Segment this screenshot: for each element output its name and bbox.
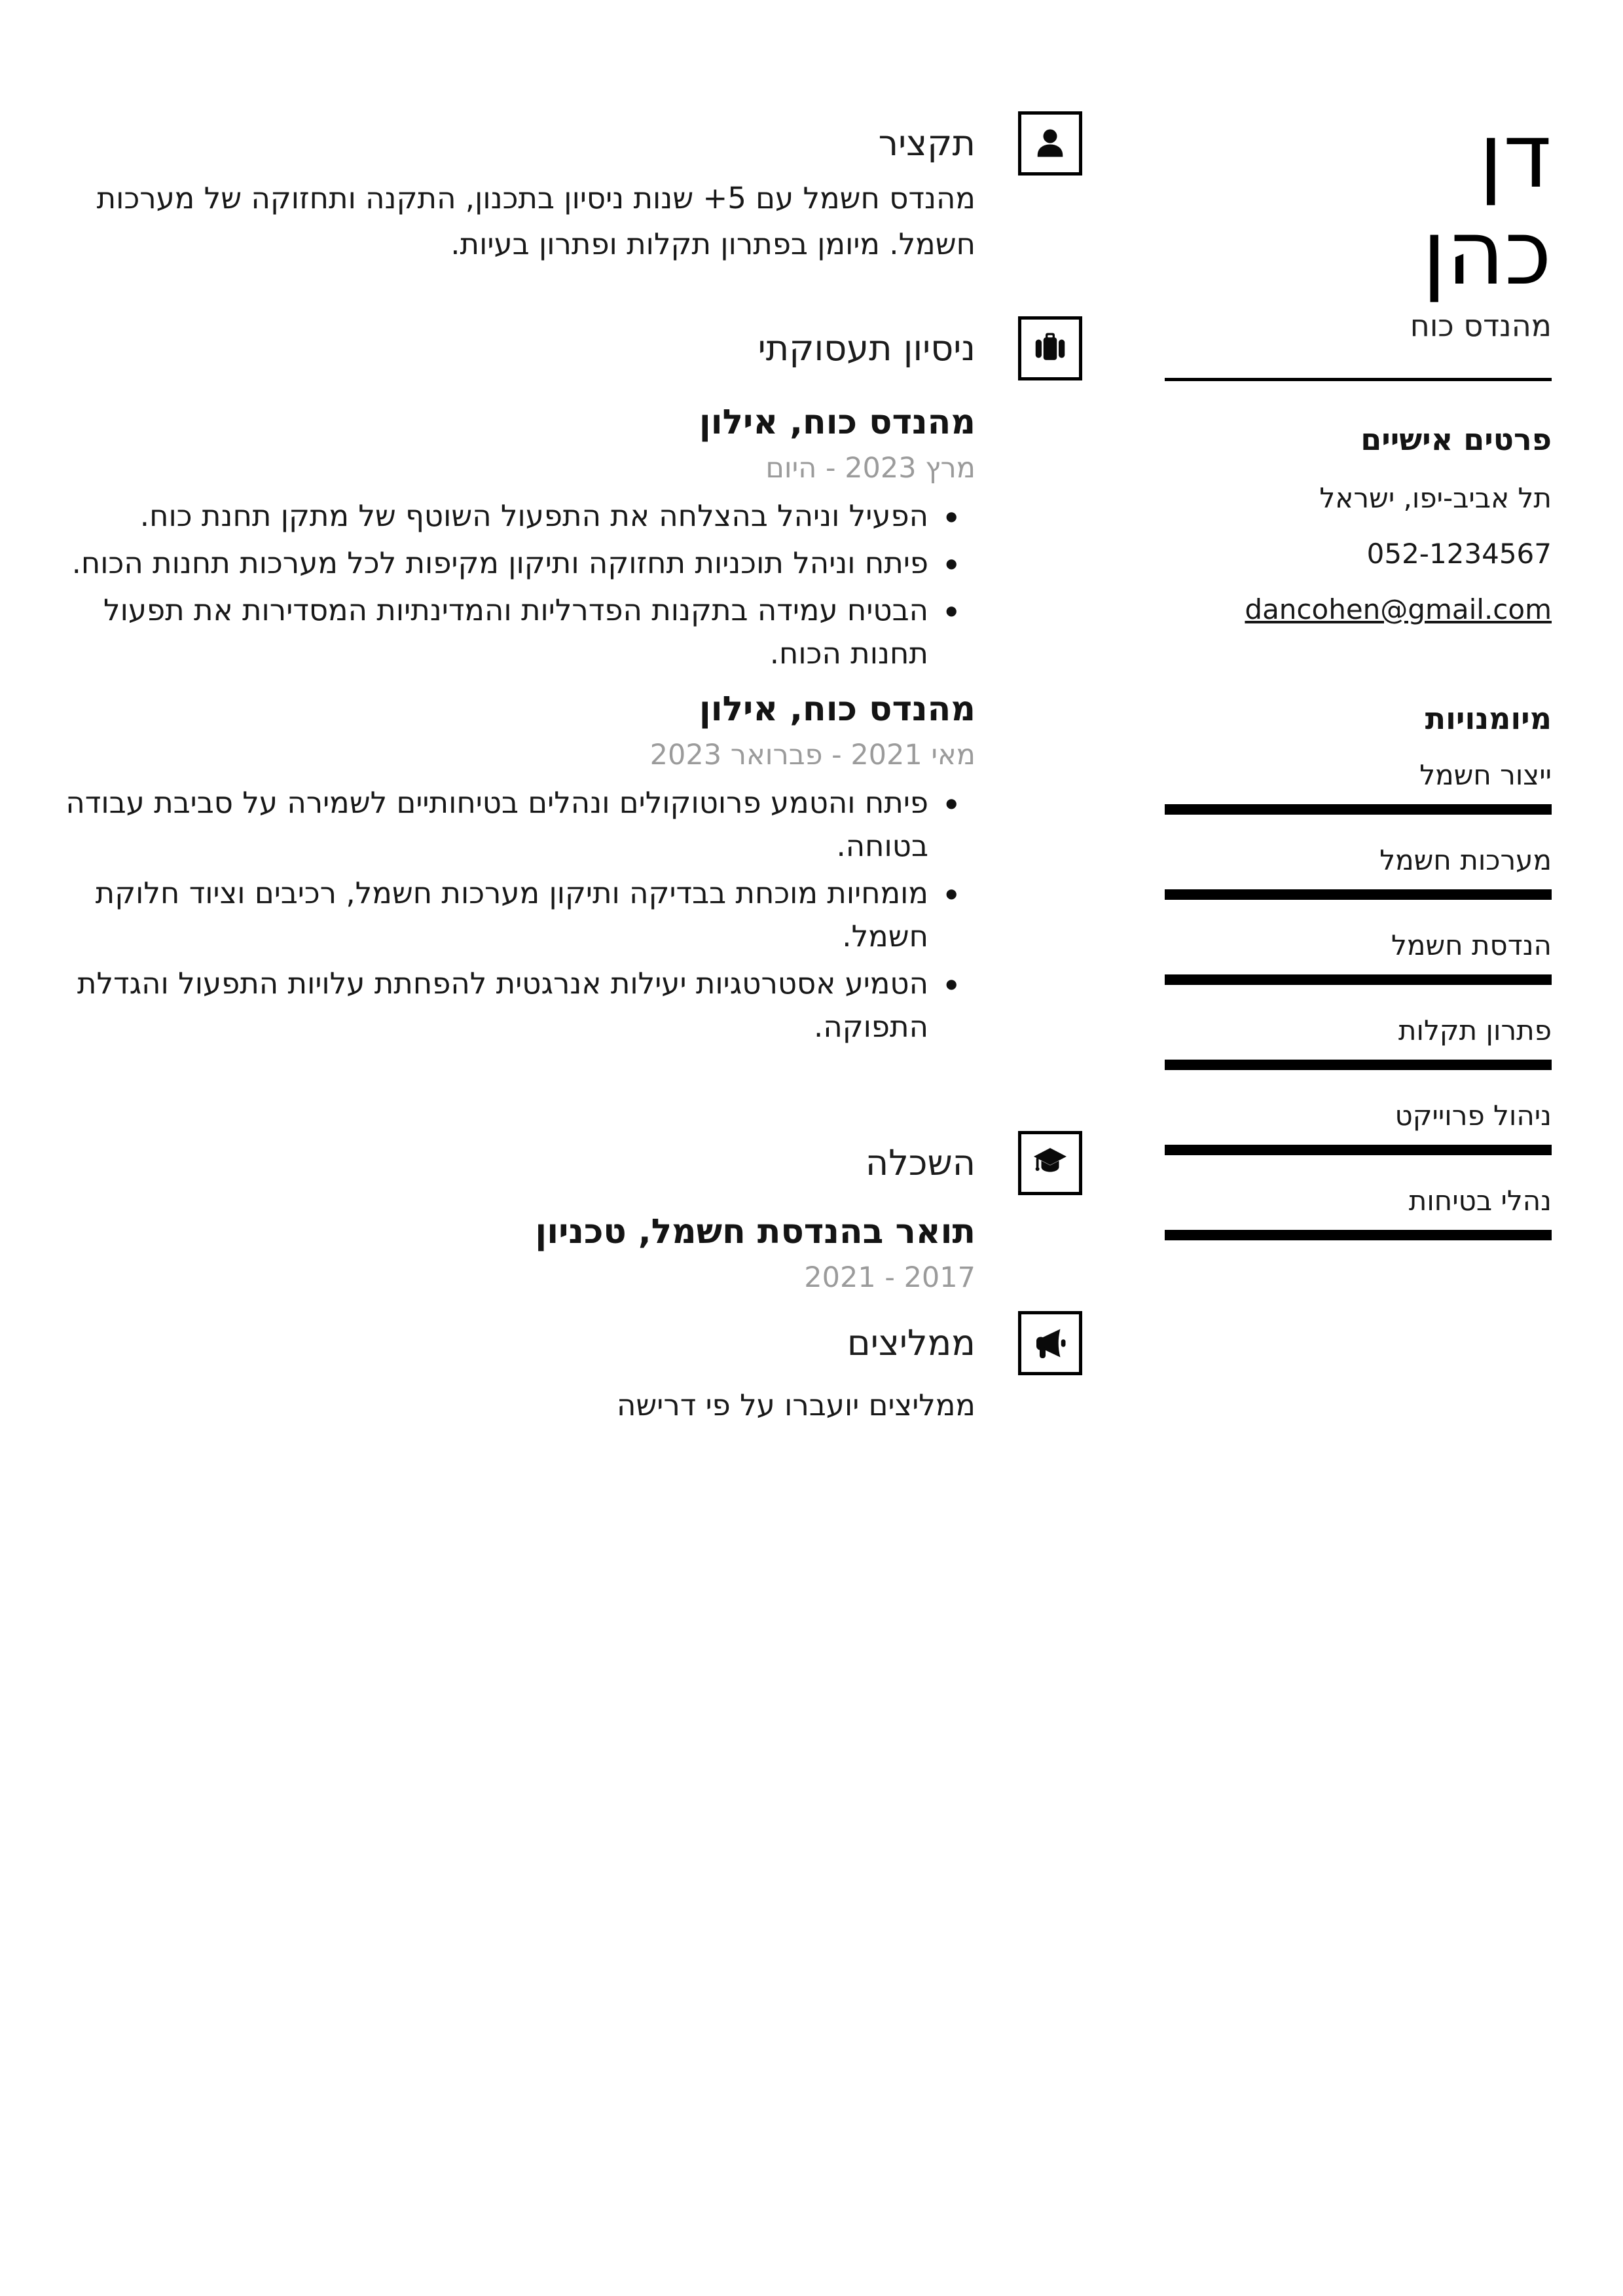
first-name: דן [1478,105,1552,208]
skill-bar-fill [1165,804,1552,815]
skill-bar [1165,974,1552,985]
skill-item [1165,1184,1552,1240]
person-name [1165,105,1552,305]
section-title-education: השכלה [865,1142,976,1183]
bullet-item: ● מומחיות מוכחת בבדיקה ותיקון מערכות חשמל, רכיבים וציוד חלוקת חשמל. [59,872,976,958]
bullet-item: ● הבטיח עמידה בתקנות הפדרליות והמדינתיות המסדירות את תפעול תחנות הכוח. [59,589,976,675]
skill-bar [1165,1230,1552,1240]
job-entry [59,403,976,675]
last-name: כהן [1422,202,1552,305]
skill-bar [1165,889,1552,900]
skill-bar-fill [1165,889,1552,900]
job-title: מהנדס כוח, אילון [699,690,976,729]
bullet-item: ● פיתח והטמע פרוטוקולים ונהלים בטיחותיים לשמירה על סביבת עבודה בטוחה. [59,781,976,868]
job-title: מהנדס כוח, אילון [699,403,976,442]
jobs-container [59,403,976,1048]
skill-bar-fill [1165,1230,1552,1240]
education-dates: 2017 - 2021 [804,1261,976,1294]
skill-item [1165,1099,1552,1155]
job-entry [59,690,976,1048]
skill-bar [1165,1060,1552,1070]
divider [1165,378,1552,381]
skill-label: ייצור חשמל [1419,759,1552,791]
job-dates: מרץ 2023 - היום [765,452,976,485]
section-title-references: ממליצים [847,1322,976,1363]
skill-label: ניהול פרוייקט [1395,1100,1552,1132]
skill-bar-fill [1165,1145,1552,1155]
main-column [59,0,976,2296]
skill-bar [1165,1145,1552,1155]
email-link-line [1165,593,1552,626]
job-bullets [59,781,976,1048]
skill-label: נהלי בטיחות [1408,1185,1552,1217]
job-dates: מאי 2021 - פברואר 2023 [649,739,976,771]
skill-label: פתרון תקלות [1398,1014,1552,1046]
bullet-item: ● הטמיע אסטרטגיות יעילות אנרגטית להפחתת עלויות התפעול והגדלת התפוקה. [59,962,976,1048]
references-text: ממליצים יועברו על פי דרישה [617,1388,976,1422]
skills-title: מיומנויות [1425,701,1552,736]
section-title-experience: ניסיון תעסוקתי [757,327,976,369]
degree-title: תואר בהנדסת חשמל, טכניון [535,1212,976,1251]
graduation-cap-icon [1018,1131,1082,1195]
skill-bar [1165,804,1552,815]
sidebar [1165,105,1552,1269]
section-references [59,1311,976,1425]
skill-label: הנדסת חשמל [1391,929,1552,961]
skill-label: מערכות חשמל [1379,844,1552,876]
summary-text: מהנדס חשמל עם 5+ שנות ניסיון בתכנון, התקנה ותחזוקה של מערכות חשמל. מיומן בפתרון תקלות ופתרון בעיות. [96,181,976,261]
skill-item [1165,929,1552,985]
skill-item [1165,758,1552,815]
email-link[interactable]: dancohen@gmail.com [1245,593,1552,625]
section-education [59,1131,976,1295]
bullet-item: ● פיתח וניהל תוכניות תחזוקה ותיקון מקיפות לכל מערכות תחנות הכוח. [59,542,976,585]
briefcase-icon [1018,316,1082,380]
location-text: תל אביב-יפו, ישראל [1319,482,1552,514]
section-title-summary: תקציר [878,122,976,164]
skill-item [1165,843,1552,900]
person-icon [1018,111,1082,176]
section-summary [59,111,976,267]
megaphone-icon [1018,1311,1082,1375]
person-job-title: מהנדס כוח [1410,308,1552,343]
skill-bar-fill [1165,974,1552,985]
job-bullets [59,494,976,675]
phone-text: 052-1234567 [1366,538,1552,570]
bullet-item: ● הפעיל וניהל בהצלחה את התפעול השוטף של מתקן תחנת כוח. [59,494,976,538]
personal-details-title: פרטים אישיים [1360,422,1552,457]
section-experience [59,316,976,1052]
skill-bar-fill [1165,1060,1552,1070]
skill-item [1165,1014,1552,1070]
skills-list [1165,758,1552,1240]
